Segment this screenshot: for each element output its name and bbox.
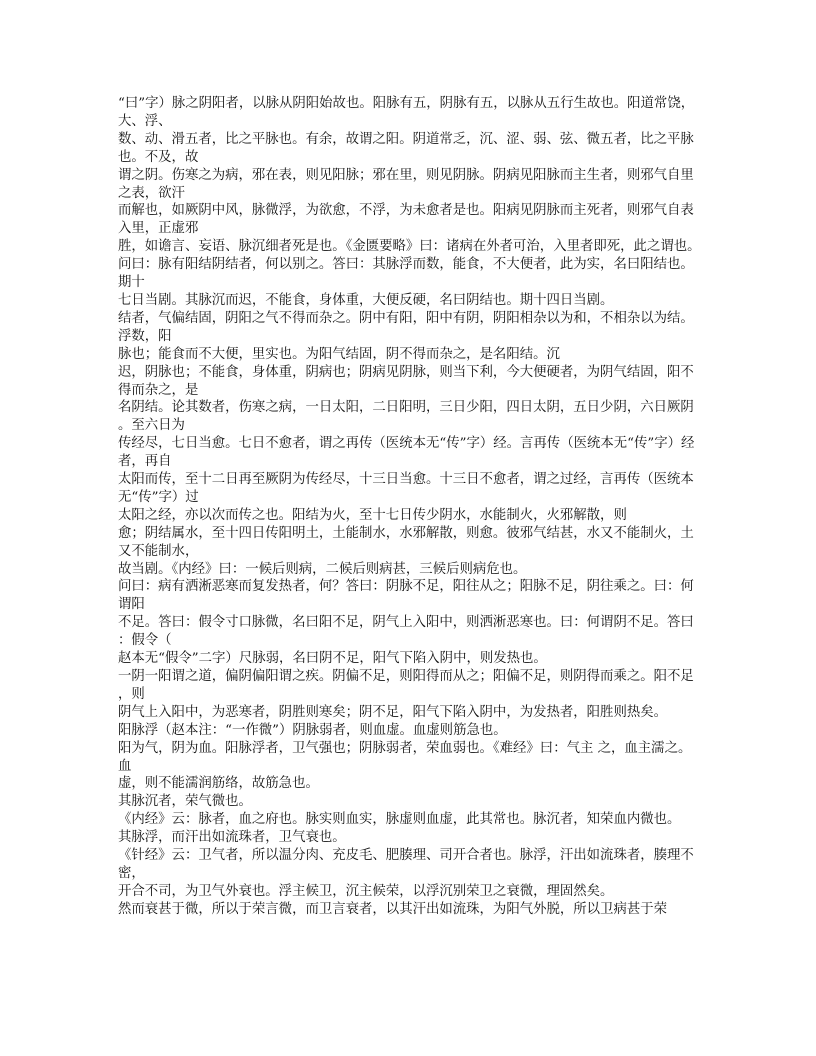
text-line: 不足。答曰：假令寸口脉微，名曰阳不足，阴气上入阳中，则洒淅恶寒也。曰：何谓阴不足。答曰：假令（ xyxy=(118,615,694,649)
text-line: 太阳而传，至十二日再至厥阴为传经尽，十三日当愈。十三日不愈者，谓之过经，言再传（医统本无“传”字）过 xyxy=(118,472,694,505)
document-page xyxy=(118,95,704,919)
text-line: 脉也；能食而不大便，里实也。为阳气结固，阴不得而杂之，是名阳结。沉 xyxy=(118,346,560,362)
text-line: 其脉浮，而汗出如流珠者，卫气衰也。 xyxy=(118,830,346,846)
text-line: 问曰：脉有阳结阴结者，何以别之。答曰：其脉浮而数，能食，不大便者，此为实，名曰阳结也。期十 xyxy=(118,257,694,291)
text-line: 名阴结。论其数者，伤寒之病，一日太阳，二日阳明，三日少阳，四日太阴，五日少阴，六日厥阴。至六日为 xyxy=(118,400,694,434)
text-line: 阳脉浮（赵本注：“一作微”）阴脉弱者，则血虚。血虚则筋急也。 xyxy=(118,722,507,738)
text-line: 数、动、滑五者，比之平脉也。有余，故谓之阳。阴道常乏，沉、涩、弱、弦、微五者，比之平脉也。不及，故 xyxy=(118,131,694,165)
text-line: 结者，气偏结固，阴阳之气不得而杂之。阴中有阳，阳中有阴，阴阳相杂以为和，不相杂以为结。浮数，阳 xyxy=(118,310,694,344)
text-line: 阳为气，阴为血。阳脉浮者，卫气强也；阴脉弱者，荣血弱也。《难经》曰：气主 之，血主濡之。血 xyxy=(118,740,692,774)
text-line: “曰”字）脉之阴阳者，以脉从阴阳始故也。阳脉有五，阴脉有五，以脉从五行生故也。阳道常饶，大、浮、 xyxy=(118,96,695,129)
text-line: 赵本无“假令”二字）尺脉弱，名曰阴不足，阳气下陷入阴中，则发热也。 xyxy=(118,651,547,667)
text-line: 太阳之经，亦以次而传之也。阳结为火，至十七日传少阴水，水能制火，火邪解散，则 xyxy=(118,507,627,523)
text-line: 传经尽，七日当愈。七日不愈者，谓之再传（医统本无“传”字）经。言再传（医统本无“传”字）经者，再自 xyxy=(118,436,695,470)
text-line: 谓之阴。伤寒之为病，邪在表，则见阳脉；邪在里，则见阴脉。阴病见阳脉而主生者，则邪气自里之表，欲汗 xyxy=(118,167,694,201)
text-line: 其脉沉者，荣气微也。 xyxy=(118,794,252,810)
text-line: 故当剧。《内经》曰：一候后则病，二候后则病甚，三候后则病危也。 xyxy=(118,561,527,577)
text-line: 虚，则不能濡润筋络，故筋急也。 xyxy=(118,776,319,792)
text-line: 问曰：病有洒淅恶寒而复发热者，何？答曰：阴脉不足，阳往从之；阳脉不足，阴往乘之。曰：何谓阳 xyxy=(118,579,694,613)
text-line: 而解也，如厥阴中风，脉微浮，为欲愈，不浮，为未愈者是也。阳病见阴脉而主死者，则邪气自表入里，正虚邪 xyxy=(118,203,694,237)
text-line: 愈；阴结属水，至十四日传阳明土，土能制水，水邪解散，则愈。彼邪气结甚，水又不能制火，土又不能制水， xyxy=(118,525,694,559)
text-line: 七日当剧。其脉沉而迟，不能食，身体重，大便反硬，名曰阴结也。期十四日当剧。 xyxy=(118,292,614,308)
text-line: 开合不司，为卫气外衰也。浮主候卫，沉主候荣，以浮沉别荣卫之衰微，理固然矣。 xyxy=(118,883,614,899)
text-line: 迟，阴脉也；不能食，身体重，阴病也；阴病见阴脉，则当下利，今大便硬者，为阴气结固，阳不得而杂之，是 xyxy=(118,364,694,398)
text-line: 《内经》云：脉者，血之府也。脉实则血实，脉虚则血虚，此其常也。脉沉者，知荣血内微也。 xyxy=(118,812,681,828)
text-line: 一阴一阳谓之道，偏阴偏阳谓之疾。阴偏不足，则阳得而从之；阳偏不足，则阴得而乘之。阳不足，则 xyxy=(118,669,694,702)
text-line: 《针经》云：卫气者，所以温分肉、充皮毛、肥腠理、司开合者也。脉浮，汗出如流珠者，腠理不密， xyxy=(118,848,694,881)
text-line: 阴气上入阳中，为恶寒者，阴胜则寒矣；阴不足，阳气下陷入阴中，为发热者，阳胜则热矣。 xyxy=(118,704,668,720)
text-line: 胜，如谵言、妄语、脉沉细者死是也。《金匮要略》曰：诸病在外者可治，入里者即死，此之谓也。 xyxy=(118,239,701,255)
text-line: 然而衰甚于微，所以于荣言微，而卫言衰者，以其汗出如流珠，为阳气外脱，所以卫病甚于荣 xyxy=(118,901,668,917)
